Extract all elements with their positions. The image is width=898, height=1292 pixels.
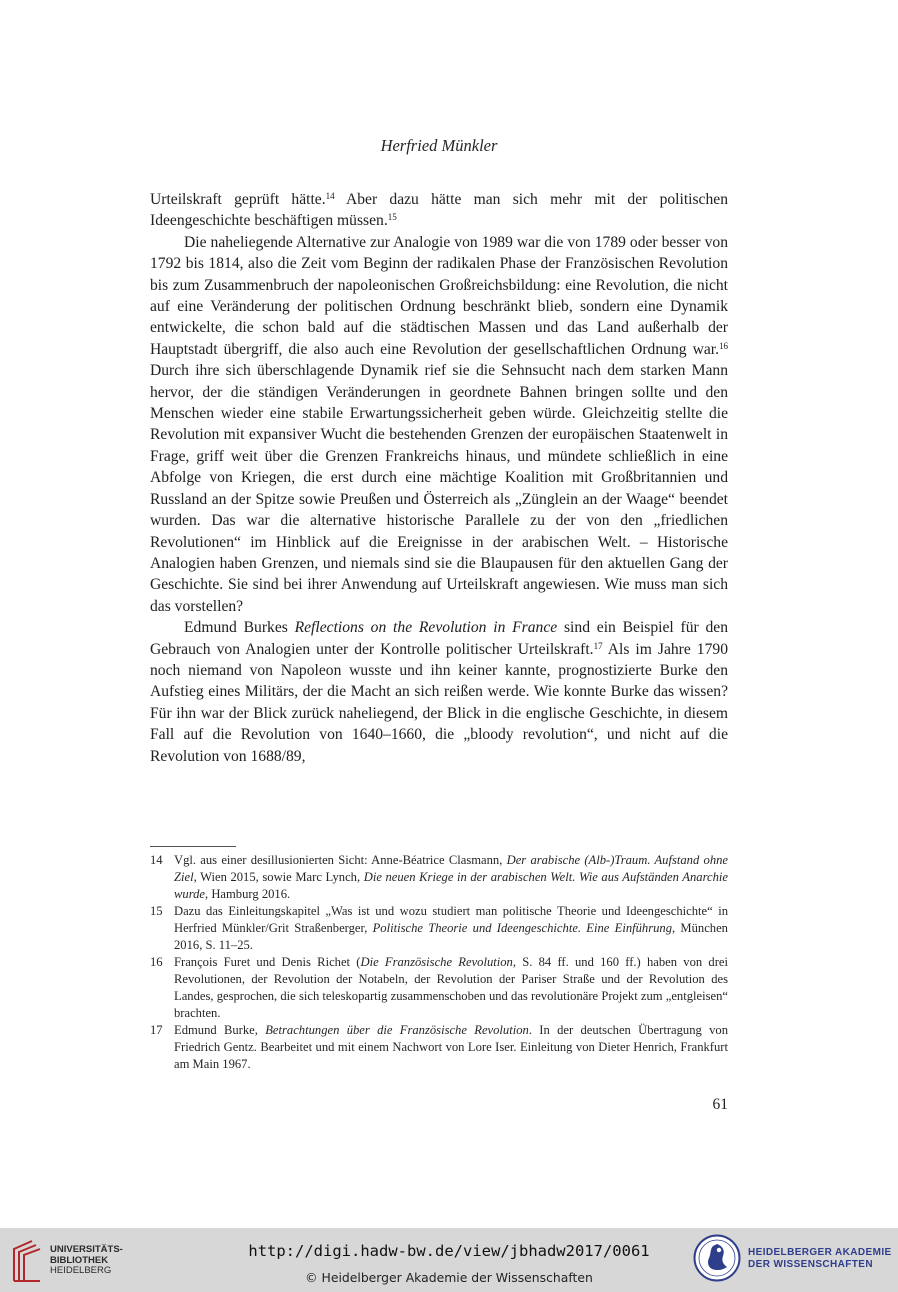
footnote-divider [150,846,236,847]
footnote-number: 17 [150,1023,163,1037]
book-title: Reflections on the Revolution in France [294,619,558,637]
text-span: Aber dazu hätte man sich mehr mit der politischen Ideengeschichte beschäftigen müssen. [150,191,728,230]
ub-line-1: UNIVERSITÄTS- [50,1244,123,1255]
footnote-text: Vgl. aus einer desillusionierten Sicht: Anne-Béatrice Clasmann, Der arabische (Alb-)Traum. Aufstand ohne Ziel, Wien 2015, sowie Marc Lynch, Die neuen Kriege in der arabischen Welt. Wie aus Aufständen Anarchie wurde, Hamburg 2016. [174,853,729,901]
footnote-ref-14[interactable]: 14 [325,191,335,201]
footnote-text: Edmund Burke, Betrachtungen über die Französische Revolution. In der deutschen Übertragung von Friedrich Gentz. Bearbeitet und mit einem Nachwort von Lore Iser. Einleitung von Dieter Henrich, Frankfurt am Main 1967. [174,1023,728,1071]
text-span: Die naheliegende Alternative zur Analogie von 1989 war die von 1789 oder besser von 1792 bis 1814, also die Zeit vom Beginn der radikalen Phase der Französischen Revolution bis zum Zusammenbruch der napoleonischen Großreichsbildung: eine Revolution, die nicht auf eine Veränderung der politischen Ordnung beschränkt blieb, sondern eine Dynamik entwickelte, die schon bald auf die städtischen Massen und das Land außerhalb der Hauptstadt übergriff, die also auch eine Revolution der gesellschaftlichen Ordnung war. [150,233,728,358]
paragraph-3 [150,617,728,767]
academy-seal-icon[interactable] [693,1234,741,1282]
paragraph-1 [150,189,728,232]
footnote-text: François Furet und Denis Richet (Die Französische Revolution, S. 84 ff. und 160 ff.) haben von drei Revolutionen, der Revolution der Notabeln, der Revolution der Pariser Straße und der Revolution des Landes, gesprochen, die sich teleskopartig zusammenschoben und das revolutionäre Projekt zum „entgleisen“ brachten. [174,955,728,1020]
page-number: 61 [712,1096,728,1113]
footnote-number: 14 [150,853,163,867]
academy-name[interactable] [748,1247,892,1271]
permalink-url[interactable]: http://digi.hadw-bw.de/view/jbhadw2017/0061 [248,1242,650,1260]
footnote-15 [150,903,728,954]
footnote-text: Dazu das Einleitungskapitel „Was ist und wozu studiert man politische Theorie und Ideengeschichte“ in Herfried Münkler/Grit Straßenberger, Politische Theorie und Ideengeschichte. Eine Einführung, München 2016, S. 11–25. [174,904,728,952]
text-span: Als im Jahre 1790 noch niemand von Napoleon wusste und ihn keiner kannte, prognostizierte Burke den Aufstieg eines Militärs, der die Macht an sich reißen werde. Wie konnte Burke das wissen? Für ihn war der Blick zurück naheliegend, der Blick in die englische Geschichte, in diesem Fall auf die Revolution von 1640–1660, die „bloody revolution“, und nicht auf die Revolution von 1688/89, [150,640,728,765]
text-span: Edmund Burkes [184,619,295,637]
ub-line-2: BIBLIOTHEK [50,1254,109,1266]
ub-line-3: HEIDELBERG [50,1265,112,1276]
hadw-line-1: HEIDELBERGER AKADEMIE [748,1247,892,1258]
footnote-14 [150,852,728,903]
text-span: Durch ihre sich überschlagende Dynamik rief sie die Sehnsucht nach dem starken Mann hervor, der die ständigen Veränderungen in geordnete Bahnen bringen sollte und den Menschen wieder eine stabile Erwartungssicherheit geben würde. Gleichzeitig stellte die Revolution mit expansiver Wucht die bestehenden Grenzen der europäischen Staatenwelt in Frage, griff weit über die Grenzen Frankreichs hinaus, und mündete schließlich in eine Abfolge von Kriegen, die erst durch eine mächtige Koalition mit Großbritannien und Russland an der Spitze sowie Preußen und Österreich als „Zünglein an der Waage“ beendet wurden. Das war die alternative historische Parallele zu der von den „friedlichen Revolutionen“ im Hinblick auf die Ereignisse in der arabischen Welt. – Historische Analogien haben Grenzen, und niemals sind sie die Blaupausen für den aktuellen Gang der Geschichte. Sie sind bei ihrer Anwendung auf Urteilskraft angewiesen. Wie muss man sich das vorstellen? [150,362,728,615]
body-text [150,189,728,767]
footnotes [150,852,728,1073]
footnote-number: 16 [150,955,163,969]
footnote-17 [150,1022,728,1073]
copyright-notice: © Heidelberger Akademie der Wissenschaften [305,1270,593,1285]
text-span: sind ein Beispiel für den Gebrauch von Analogien unter der Kontrolle politischer Urteilskraft. [150,619,728,658]
paragraph-2 [150,232,728,617]
footnote-ref-15[interactable]: 15 [387,212,397,223]
text-span: Urteilskraft geprüft hätte. [150,191,326,208]
footnote-16 [150,954,728,1022]
footnote-ref-17[interactable]: 17 [593,640,603,651]
footnote-number: 15 [150,904,163,918]
footer-bar [0,1228,898,1292]
hadw-line-2: DER WISSENSCHAFTEN [748,1259,873,1270]
footnote-ref-16[interactable]: 16 [719,340,728,351]
running-head: Herfried Münkler [380,136,498,155]
